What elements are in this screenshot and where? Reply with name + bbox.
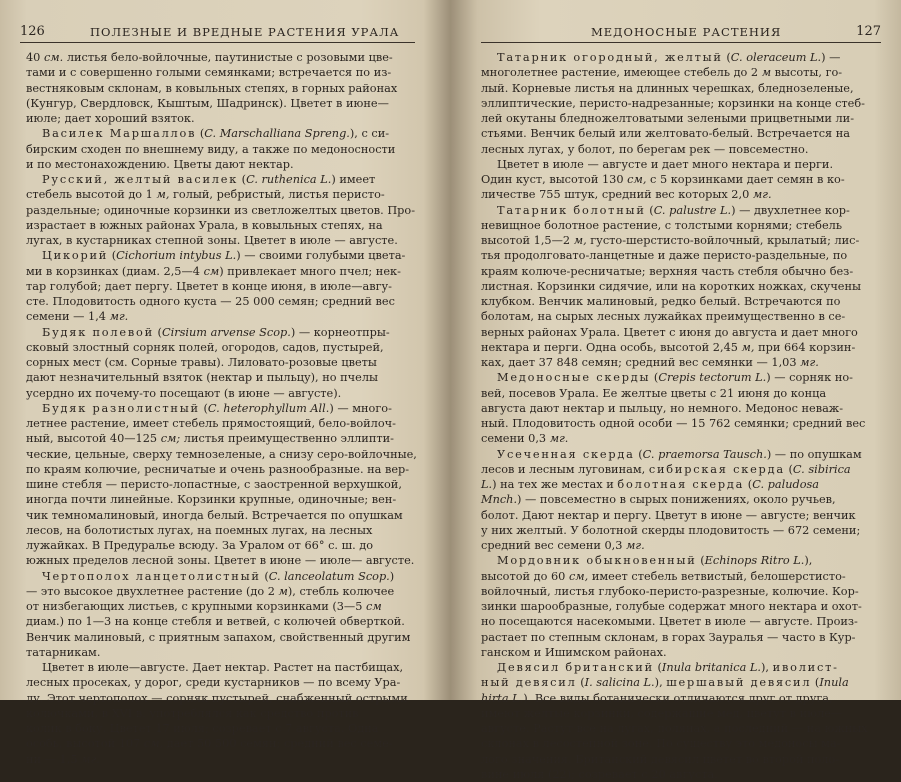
text-line <box>481 721 881 736</box>
text-line <box>481 187 881 202</box>
text-run: ), <box>804 554 813 568</box>
text-line <box>481 233 881 248</box>
text-run: имеют желтые корзинки, содержащие мед, цветут в июле— <box>481 706 843 720</box>
text-run: ческие, цельные, сверху темнозеленые, а снизу серо-войлочные, <box>26 447 417 461</box>
text-line <box>481 248 881 263</box>
text-line <box>26 65 416 80</box>
species-name: Татарник болотный <box>497 203 646 217</box>
text-run: ( <box>653 661 662 674</box>
text-run: листья бело-войлочные, паутинистые с розовыми цве- <box>63 51 393 64</box>
text-run: при 664 корзин- <box>754 340 856 354</box>
latin-name: Crepis tectorum L. <box>658 371 767 385</box>
text-line <box>481 630 881 645</box>
running-title: ПОЛЕЗНЫЕ И ВРЕДНЫЕ РАСТЕНИЯ УРАЛА <box>90 25 400 39</box>
text-line <box>26 279 416 294</box>
species-name: Василек Маршаллов <box>42 127 197 141</box>
text-line <box>26 325 416 340</box>
text-run: высоты, го- <box>771 66 843 80</box>
text-line <box>26 309 416 324</box>
running-title: МЕДОНОСНЫЕ РАСТЕНИЯ <box>591 25 782 39</box>
text-run: летнее растение, имеет стебель прямостоящий, бело-войлоч- <box>26 417 396 430</box>
text-run: тья продолговато-ланцетные и даже перисто-раздельные, по <box>481 249 848 263</box>
text-run: лужайках. В Предуралье всюду. За Уралом от 66° с. ш. до <box>26 539 374 552</box>
text-run: ( <box>744 478 753 491</box>
text-run: нектара и перги. Одна особь, высотой 2,45 <box>481 340 742 354</box>
latin-name: мг. <box>81 752 100 766</box>
text-run: раздельные; одиночные корзинки из светложелтых цветов. Про- <box>26 203 416 217</box>
text-line <box>26 584 416 599</box>
text-line <box>26 172 416 187</box>
text-line <box>481 447 881 462</box>
latin-name: C. palustre L. <box>653 203 732 217</box>
text-line <box>481 325 881 340</box>
text-line <box>481 599 881 614</box>
text-run: у них желтый. У болотной скерды плодовитость — 672 семени; <box>481 523 861 537</box>
right-page <box>451 0 901 781</box>
text-run: высотой до 60 <box>481 569 569 583</box>
text-run: имеет стебель ветвистый, белошерстисто- <box>588 569 846 583</box>
text-run: склонах в лесостепной зоне. По существу это медоносы ма- <box>481 737 841 751</box>
left-page <box>0 0 450 766</box>
text-line <box>481 553 881 568</box>
text-run: ) — двухлетнее кор- <box>731 203 850 217</box>
latin-name: см. <box>43 51 64 64</box>
text-run: ) привлекает много пчел; нек- <box>219 264 401 278</box>
text-run: сковый злостный сорняк полей, огородов, садов, пустырей, <box>26 340 384 354</box>
text-line <box>26 599 416 614</box>
header-rule <box>481 42 881 43</box>
text-run: колик в боку. Цветет 17 июля; созревает с 7 августа. Одна <box>26 722 379 735</box>
text-run: листья преимущественно эллипти- <box>180 432 394 446</box>
text-line <box>481 569 881 584</box>
text-run: верных районах Урала. Цветет с июня до августа и дает много <box>481 325 858 339</box>
text-line <box>481 492 881 507</box>
text-run: краям колюче-ресничатые; верхняя часть стебля обычно без- <box>481 264 854 278</box>
species-name: болотная скерда <box>617 478 745 491</box>
text-run: тар голубой; дает пергу. Цветет в конце июня, в июле—авгу- <box>26 279 393 293</box>
text-line <box>26 248 416 263</box>
text-run: ( <box>696 554 705 568</box>
latin-name: C. paludosa <box>752 478 820 491</box>
text-line <box>481 157 881 172</box>
text-run: ( <box>722 51 731 64</box>
species-name: Будяк полевой <box>42 325 154 339</box>
text-line <box>26 614 416 629</box>
text-run: лый. Корневые листья на длинных черешках, бледнозеленые, <box>481 81 854 95</box>
text-run: ) — корнеотпры- <box>290 325 390 339</box>
text-run: по краям колючие, ресничатые и очень разнообразные. на вер- <box>26 462 410 476</box>
text-line <box>26 447 416 462</box>
species-name: сибирская скерда <box>648 462 785 476</box>
text-line <box>26 630 416 645</box>
text-run: ), стебль колючее <box>287 584 395 598</box>
text-line <box>26 553 416 568</box>
text-run: и по местонахождению. Цветы дают нектар. <box>26 157 294 171</box>
text-run: бирским сходен по внешнему виду, а также по медоносности <box>26 142 396 156</box>
text-run: лугах, в кустарниках степной зоны. Цветет в июле — августе. <box>26 234 398 247</box>
text-line <box>26 157 416 172</box>
latin-name: C. sibirica <box>792 462 851 476</box>
latin-name: C. heterophyllum All. <box>207 401 330 415</box>
text-run: ( <box>784 462 793 476</box>
text-run: многолетнее растение, имеющее стебель до 2 <box>481 66 762 80</box>
species-name: Мордовник обыкновенный <box>497 554 697 568</box>
text-line <box>26 81 416 96</box>
latin-name: Inula <box>819 676 849 690</box>
text-line <box>481 65 881 80</box>
text-run: стьями. Венчик белый или желтовато-белый. Встречается на <box>481 127 850 141</box>
text-run: стебель высотой до 1 <box>26 188 157 202</box>
text-run: вине июля (22); созревает с 20 августа. <box>481 767 718 781</box>
text-run: 40 <box>26 51 44 64</box>
text-line <box>481 96 881 111</box>
text-run: иногда почти линейные. Корзинки крупные, одиночные; вен- <box>26 493 397 507</box>
text-run: эллиптические, перисто-надрезанные; корзинки на конце стеб- <box>481 96 865 110</box>
text-line <box>26 233 416 248</box>
text-line <box>26 264 416 279</box>
text-run: ) — <box>821 51 841 64</box>
latin-name: Mnch. <box>481 493 518 507</box>
text-run: лого значения. Британский девясил цветет во второй поло- <box>481 752 840 766</box>
text-run: голый, ребристый, листья перисто- <box>169 188 385 202</box>
text-line <box>481 752 881 767</box>
text-line <box>481 431 881 446</box>
text-line <box>481 538 881 553</box>
text-run: июле; дает хороший взяток. <box>26 112 195 125</box>
latin-name: Echinops Ritro L. <box>704 554 805 568</box>
latin-name: см <box>366 600 382 613</box>
species-name: Цикорий <box>42 249 109 263</box>
text-line <box>26 355 416 370</box>
latin-name: C. ruthenica L. <box>246 173 332 186</box>
text-line <box>26 431 416 446</box>
text-run: средний вес семени 0,3 <box>481 539 627 552</box>
text-run: невищное болотное растение, с толстыми корнями; стебель <box>481 218 842 232</box>
text-run: колючками, в XVI в. употреблялся как средство против <box>26 706 359 720</box>
text-line <box>26 462 416 477</box>
latin-name: Cirsium arvense Scop. <box>161 325 291 339</box>
latin-name: мг. <box>752 188 772 202</box>
species-name: Татарник огородный, желтый <box>497 51 723 64</box>
text-run: ( <box>260 569 269 583</box>
latin-name: м <box>761 66 772 80</box>
text-run: августе. Растут все на лугах, полянах, а последний — на южных <box>481 722 868 735</box>
text-run: Венчик малиновый, с приятным запахом, свойственный другим <box>26 630 411 644</box>
text-run: листная. Корзинки сидячие, или на коротких ножках, скучены <box>481 279 861 293</box>
text-run: ни — 1,5 <box>26 752 82 766</box>
text-run: усердно их почему-то посещают (в июне — августе). <box>26 386 342 400</box>
text-line <box>481 126 881 141</box>
latin-name: hirta L. <box>481 691 524 705</box>
right-page-text <box>481 50 881 782</box>
species-name: шершавый девясил <box>666 676 812 690</box>
text-run: ( <box>576 676 585 690</box>
text-run: ) на тех же местах и <box>492 478 618 491</box>
text-line <box>481 523 881 538</box>
text-line <box>481 111 881 126</box>
text-line <box>26 294 416 309</box>
text-run: чик темномалиновый, иногда белый. Встречается по опушкам <box>26 508 403 522</box>
latin-name: м, <box>573 234 587 247</box>
latin-name: м <box>278 584 288 598</box>
text-run: ( <box>811 676 820 690</box>
text-run: ( <box>153 325 162 339</box>
text-line <box>481 401 881 416</box>
text-line <box>26 736 416 751</box>
text-line <box>481 294 881 309</box>
text-run: ( <box>634 447 643 461</box>
text-line <box>26 187 416 202</box>
text-line <box>26 111 416 126</box>
text-line <box>481 386 881 401</box>
text-line <box>481 691 881 706</box>
text-run: Цветет в июле—августе. Дает нектар. Растет на пастбищах, <box>42 661 404 674</box>
text-run: ), <box>654 676 667 690</box>
text-run: лесов, на болотистых лугах, на поемных лугах, на лесных <box>26 523 373 537</box>
text-run: высотой 1,5—2 <box>481 234 574 247</box>
text-line <box>26 386 416 401</box>
text-line <box>26 203 416 218</box>
text-run: ) — своими голубыми цвета- <box>236 249 406 263</box>
latin-name: C. Marschalliana Spreng. <box>204 127 350 141</box>
text-line <box>481 50 881 65</box>
text-run: ) имеет <box>331 173 376 186</box>
text-run: ( <box>238 173 247 186</box>
latin-name: Cichorium intybus L. <box>116 249 237 263</box>
latin-name: см, <box>568 569 589 583</box>
text-run: лу. Этот чертополох — сорняк пустырей, снабженный острыми <box>26 691 408 705</box>
text-line <box>26 569 416 584</box>
text-run: (Кунгур, Свердловск, Кыштым, Шадринск). Цветет в июне— <box>26 96 389 110</box>
latin-name: L. <box>481 478 493 491</box>
text-run: ный, высотой 40—125 <box>26 432 161 446</box>
text-line <box>481 264 881 279</box>
species-name: иволист- <box>772 661 839 674</box>
text-run: ) — повсеместно в сырых понижениях, около ручьев, <box>517 493 836 507</box>
text-run: ) — по опушкам <box>766 447 862 461</box>
text-run: ), <box>761 661 773 674</box>
text-run: клубком. Венчик малиновый, редко белый. Встречаются по <box>481 295 841 308</box>
text-line <box>26 706 416 721</box>
text-line <box>481 370 881 385</box>
species-name: Будяк разнолистный <box>42 401 200 415</box>
species-name: Девясил британский <box>497 661 654 674</box>
text-run: семени 0,3 <box>481 432 550 446</box>
text-line <box>26 691 416 706</box>
text-line <box>481 736 881 751</box>
text-run: густо-шерстисто-войлочный, крылатый; лис- <box>586 234 860 247</box>
text-run: ми в корзинках (диам. 2,5—4 <box>26 264 204 278</box>
text-line <box>26 492 416 507</box>
text-run: ) <box>389 569 395 583</box>
text-run: лесов и лесным луговинам, <box>481 462 649 476</box>
text-line <box>26 126 416 141</box>
text-run: но посещаются насекомыми. Цветет в июле — августе. Произ- <box>481 615 858 629</box>
text-line <box>26 401 416 416</box>
text-run: ках, дает 37 848 семян; средний вес семянки — 1,03 <box>481 356 801 369</box>
text-line <box>481 172 881 187</box>
text-line <box>481 142 881 157</box>
page-number: 126 <box>20 24 45 39</box>
text-run: лесных лугах, у болот, по берегам рек — повсеместно. <box>481 142 809 156</box>
text-line <box>26 142 416 157</box>
text-line <box>481 203 881 218</box>
text-line <box>26 416 416 431</box>
text-line <box>26 477 416 492</box>
species-name: Чертополох ланцетолистный <box>42 569 261 583</box>
text-line <box>26 675 416 690</box>
text-run: особь, высотой 107 <box>26 737 144 751</box>
text-line <box>481 508 881 523</box>
text-run: вей, посевов Урала. Ее желтые цветы с 21 июня до конца <box>481 386 827 400</box>
latin-name: Inula britanica L. <box>661 661 762 674</box>
latin-name: мг. <box>549 432 569 446</box>
text-run: августа дают нектар и пыльцу, но немного. Медонос невaж- <box>481 401 844 415</box>
text-line <box>26 645 416 660</box>
text-run: лей окутаны бледножелтоватыми зелеными прицветными ли- <box>481 112 855 125</box>
text-run: южных пределов лесной зоны. Цветет в июне — июле— августе. <box>26 554 415 568</box>
left-page-text <box>26 50 416 767</box>
text-run: ганском и Ишимском районах. <box>481 645 667 659</box>
text-line <box>26 660 416 675</box>
text-run: ( <box>645 203 654 217</box>
latin-name: мг. <box>800 356 819 369</box>
latin-name: C. lanceolatum Scop. <box>268 569 390 583</box>
header-rule <box>20 42 415 43</box>
text-line <box>481 462 881 477</box>
text-run: ( <box>199 401 208 415</box>
text-run: ), с си- <box>349 127 390 141</box>
text-run: шине стебля — перисто-лопастные, с заостренной верхушкой, <box>26 478 402 491</box>
text-run: ) — сорняк но- <box>766 371 853 385</box>
text-run: татарникам. <box>26 645 101 659</box>
text-run: сорных мест (см. Сорные травы). Лиловато-розовые цветы <box>26 356 377 369</box>
species-name: Усеченная скерда <box>497 447 635 461</box>
text-line <box>26 370 416 385</box>
text-run: растает по степным склонам, в горах Зауралья — часто в Кур- <box>481 630 856 644</box>
latin-name: м, <box>156 188 170 202</box>
text-run: лесных просеках, у дорог, среди кустарников — по всему Ура- <box>26 676 401 690</box>
text-run: ). Все виды ботанически отличаются друг от друга, <box>523 691 833 705</box>
text-line <box>481 675 881 690</box>
text-run: вестняковым склонам, в ковыльных степях, в горных районах <box>26 81 398 95</box>
text-run: — это высокое двухлетнее растение (до 2 <box>26 584 279 598</box>
text-run: зинки шарообразные, голубые содержат много нектара и охот- <box>481 600 862 613</box>
text-line <box>26 721 416 736</box>
text-line <box>481 355 881 370</box>
text-run: личестве 755 штук, средний вес которых 2,0 <box>481 188 753 202</box>
text-run: ( <box>650 371 659 385</box>
text-run: сте. Плодовитость одного куста — 25 000 семян; средний вес <box>26 295 395 308</box>
latin-name: мг. <box>626 539 645 552</box>
text-run: Один куст, высотой 130 <box>481 173 628 186</box>
text-run: ) — много- <box>329 401 392 415</box>
text-line <box>26 340 416 355</box>
text-line <box>26 752 416 767</box>
species-name: Русский, желтый василек <box>42 173 239 186</box>
latin-name: C. praemorsa Tausch. <box>642 447 767 461</box>
latin-name: I. salicina L. <box>584 676 655 690</box>
text-line <box>481 340 881 355</box>
text-run: дают незначительный взяток (нектар и пыльцу), но пчелы <box>26 371 378 385</box>
text-run: ( <box>108 249 117 263</box>
text-run: от низбегающих листьев, с крупными корзинками (3—5 <box>26 600 366 613</box>
latin-name: мг. <box>109 310 129 324</box>
latin-name: C. oleraceum L. <box>730 51 822 64</box>
text-run: израстает в южных районах Урала, в ковыльных степях, на <box>26 218 383 232</box>
text-run: дает 50 500 семян; средний вес семе- <box>163 737 393 751</box>
text-run: ный. Плодовитость одной особи — 15 762 семянки; средний вес <box>481 417 866 430</box>
text-line <box>481 660 881 675</box>
latin-name: м, <box>741 340 755 354</box>
text-line <box>481 81 881 96</box>
left-page-header <box>20 24 415 44</box>
text-line <box>481 416 881 431</box>
text-run: диам.) по 1—3 на конце стебля и ветвей, с колючей обверткой. <box>26 615 405 629</box>
text-line <box>481 645 881 660</box>
species-name: Медоносные скерды <box>497 371 651 385</box>
text-line <box>481 279 881 294</box>
text-line <box>26 538 416 553</box>
latin-name: см, <box>627 173 647 186</box>
text-run: тами и с совершенно голыми семянками; встречается по из- <box>26 66 392 80</box>
latin-name: см, <box>143 737 164 751</box>
text-run: Цветет в июле — августе и дает много нектара и перги. <box>497 157 834 171</box>
text-run: с 5 корзинками дает семян в ко- <box>646 173 845 186</box>
text-run: болот. Дают нектар и пергу. Цветут в июне — августе; венчик <box>481 508 856 522</box>
text-line <box>26 523 416 538</box>
latin-name: см; <box>160 432 181 446</box>
text-run: ( <box>196 127 205 141</box>
species-name: ный девясил <box>481 676 577 690</box>
right-page-header <box>481 24 881 44</box>
text-line <box>481 584 881 599</box>
text-run: болотам, на сырых лесных лужайках преимущественно в се- <box>481 310 846 324</box>
text-line <box>481 614 881 629</box>
text-line <box>26 96 416 111</box>
text-line <box>481 477 881 492</box>
text-run: войлочный, листья глубоко-перисто-разрезные, колючие. Кор- <box>481 584 859 598</box>
text-line <box>481 767 881 782</box>
text-run: семени — 1,4 <box>26 310 110 324</box>
page-number: 127 <box>856 24 881 39</box>
text-line <box>26 218 416 233</box>
text-line <box>26 508 416 523</box>
text-line <box>481 706 881 721</box>
text-line <box>26 50 416 65</box>
latin-name: см <box>203 264 220 278</box>
text-line <box>481 309 881 324</box>
text-line <box>481 218 881 233</box>
